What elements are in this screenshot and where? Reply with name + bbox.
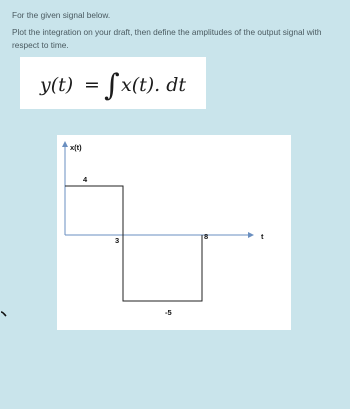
- formula-lhs: y(t): [40, 74, 74, 96]
- t-switch-label: 3: [115, 236, 120, 245]
- signal-segment-low: [123, 235, 202, 301]
- level-low-label: -5: [165, 308, 172, 317]
- integral-sign: ∫: [104, 68, 120, 103]
- question-line-2: Plot the integration on your draft, then define the amplitudes of the output signal with respect to time.: [12, 27, 322, 50]
- level-high-label: 4: [83, 175, 88, 184]
- t-end-label: 8: [204, 232, 209, 241]
- question-text: [12, 9, 342, 56]
- question-line-1: For the given signal below.: [12, 10, 111, 20]
- signal-segment-high: [65, 186, 123, 235]
- formula-equals: =: [84, 74, 100, 96]
- y-axis-label: x(t): [70, 143, 82, 152]
- cursor-mark-icon: [0, 310, 8, 318]
- signal-graph: [57, 135, 291, 330]
- signal-plot: [57, 135, 291, 330]
- formula-svg: [20, 57, 206, 109]
- formula-rhs: x(t). dt: [121, 74, 187, 96]
- x-axis-label: t: [261, 232, 264, 241]
- formula-box: [20, 57, 206, 109]
